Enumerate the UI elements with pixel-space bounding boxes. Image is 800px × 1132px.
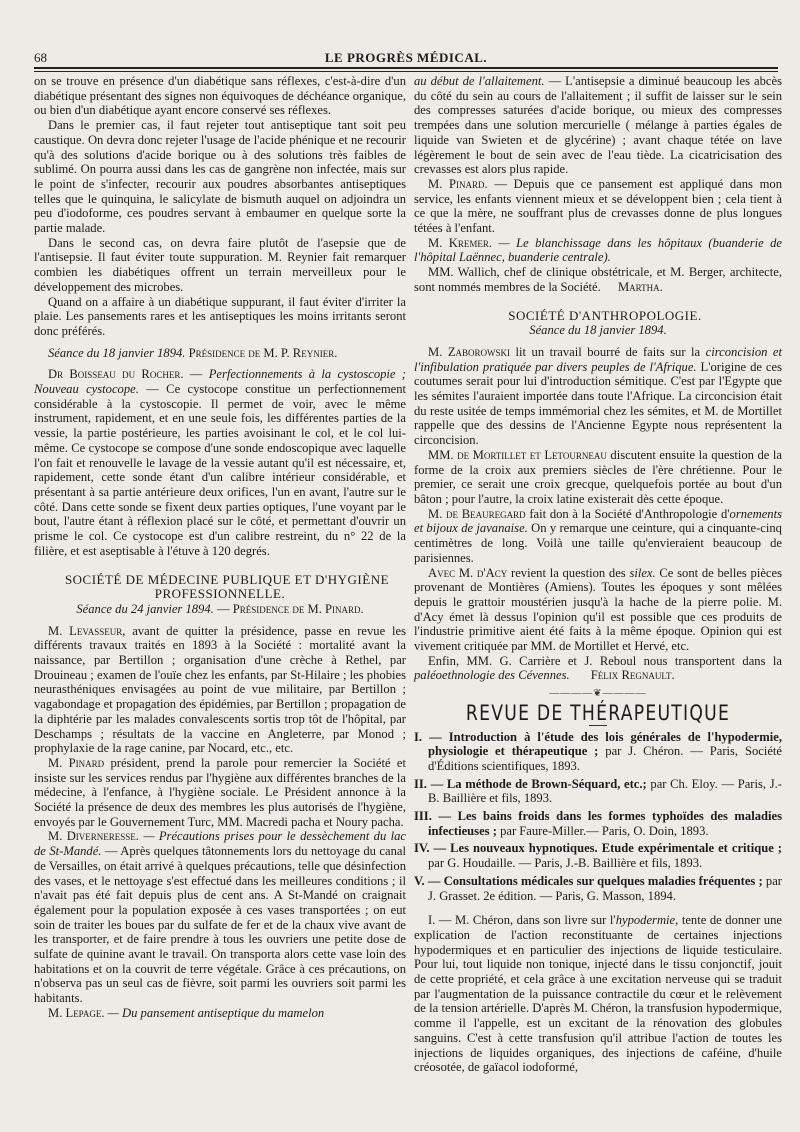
paragraph: [414, 265, 782, 294]
item-publication: par Ch. Eloy. — Paris, J.-B. Baillière et fils, 1893.: [428, 776, 782, 806]
right-column: [414, 74, 782, 1075]
paragraph: [414, 177, 782, 236]
paragraph: [414, 566, 782, 654]
paper-title: paléoethnologie des Cévennes.: [414, 668, 570, 683]
paragraph: [34, 756, 406, 830]
author-name: Avec M. d'Acy: [428, 565, 508, 580]
header-rule-thick: [34, 67, 778, 69]
paragraph-body: I. — M. Chéron, dans son livre sur l': [428, 913, 616, 928]
paragraph: [414, 236, 782, 265]
paper-title: circoncision et l'infibulation pratiquée par divers peuples de l'Afrique.: [414, 344, 782, 374]
item-title: — La méthode de Brown-Séquard, etc.;: [430, 776, 647, 791]
spacer: [34, 360, 406, 367]
signature: Félix Regnault.: [590, 668, 675, 683]
paragraph: Dans le premier cas, il faut rejeter tout antiseptique tant soit peu caustique. On devra donc rejeter l'usage de l'acide phénique et ne recourir qu'à des solutions d'acide borique ou à des solutions très faibles de sublimé. On pourra aussi dans les cas de gangrène non infectée, mais sur le point de s'infecter, recourir aux poudres absorbantes antiseptiques telles que le quinquina, le salicylate de bismuth auquel on adjoindra un peu d'iodoforme, ces poudres servant à embaumer en quelque sorte la partie malade.: [34, 118, 406, 236]
paper-title: — Le blanchissage dans les hôpitaux (buanderie de l'hôpital Laënnec, buanderie centrale).: [414, 235, 783, 265]
spacer: [414, 906, 782, 913]
item-publication: par J. Grasset. 2e édition. — Paris, G. Masson, 1894.: [428, 873, 782, 903]
author-name: M. Diverneresse.: [48, 829, 139, 844]
page-number: 68: [34, 50, 47, 65]
item-publication: par J. Chéron. — Paris, Société d'Éditions scientifiques, 1893.: [428, 744, 783, 773]
paper-title: silex.: [629, 565, 656, 580]
paragraph: [414, 507, 782, 566]
signature: Martha.: [617, 279, 663, 294]
item-number: IV.: [414, 841, 430, 856]
section-title: SOCIÉTÉ DE MÉDECINE PUBLIQUE ET D'HYGIÈNE PROFESSIONNELLE.: [64, 571, 390, 602]
spacer: [414, 295, 782, 309]
paragraph: on se trouve en présence d'un diabétique sans réflexes, c'est-à-dire d'un diabétique présentant des signes non équivoques de déchéance organique, ou bien d'un diabétique ayant encore conservé ses réflexes.: [34, 74, 406, 118]
seance-date: Séance du 18 janvier 1894.: [529, 323, 667, 338]
paragraph-body: — Ce cystocope constitue un perfectionnement considérable à la cystoscopie. Il permet de voir, avec le même instrument, rapidement, et en une seule fois, les différentes parties de la vessie, la partie postérieure, les parties avoisinant le col, et le col lui-même. Ce cystocope se compose d'une sonde endoscopique avec laquelle l'on fait et renouvelle le lavage de la vessie autant qu'il est nécessaire, et, rapidement, cette sonde étant d'un calibre intérieur considérable, et présentant à sa partie antérieure deux orifices, l'un en avant, l'autre sur le côté. Dans cette sonde se fixent deux parties optiques, l'une voyant par le bout, l'autre étant à réflexion placé sur le côté, et permettant d'ouvrir un prisme le col. Ce cystocope est d'un calibre restreint, du n° 22 de la filière, et est aseptisable à l'étuve à 120 degrés.: [34, 382, 407, 558]
seance-date: Séance du 24 janvier 1894.: [76, 601, 214, 616]
paragraph: [414, 654, 782, 683]
spacer: [34, 617, 406, 624]
paragraph-body: avant de quitter la présidence, passe en revue les différents travaux traités en 1893 à la Société : mortalité avant la naissance, par Bertillon ; organisation d'une crèche à Rethel, par Drouineau ; examen de l'ouïe chez les enfants, par St-Hilaire ; les phobies neurasthéniques envisagées au point de vue militaire, par Bertillon ; vagabondage et propagation des épidémies, par Bertillon ; propagation de la diphtérie par les malades convalescents sortis trop tôt de l'hôpital, par Deschamps ; résultats de la vaccine en Angleterre, par Monod ; prophylaxie de la rage canine, par Nocard, etc., etc.: [34, 623, 406, 756]
paragraph-body: tente de donner une explication de l'action reconstituante de certaines injections hypodermiques et en particulier des injections de liquide testiculaire. Pour lui, tout liquide non tonique, injecté dans le tissu conjonctif, jouit de cette propriété, et cela grâce à une excitation nerveuse qui se traduit par l'augmentation de la puissance contractile du cœur et le relèvement de la tension artérielle. D'après M. Chéron, la transfusion hypodermique, comme il l'appelle, est un excitant de la rénovation des globules sanguins. C'est à cette transfusion qu'il attribue l'action de toutes les injections de liquides organiques, des injections de caféine, d'huile créosotée, de gaïacol iodoformé,: [414, 913, 782, 1075]
author-name: M. Zaborowski: [428, 344, 511, 359]
paragraph-body: président, prend la parole pour remercier la Société et insiste sur les services rendus par l'hygiène aux différentes branches de la médecine, à l'enfance, à l'hygiène sociale. Le Président annonce à la Société la présence de deux des membres les plus autorisés de l'hygiène, envoyés par le Gouvernement Turc, MM. Macredi pacha et Noury pacha.: [34, 755, 406, 829]
journal-title: LE PROGRÈS MÉDICAL.: [324, 50, 488, 65]
section-title: SOCIÉTÉ D'ANTHROPOLOGIE.: [508, 307, 702, 323]
paragraph: [414, 345, 782, 448]
paper-title: — Précautions prises pour le dessèchement du lac de St-Mandé.: [34, 829, 407, 859]
author-name: M. de Beauregard: [428, 506, 526, 521]
paragraph: [34, 1006, 406, 1021]
ornament-divider: ————❦————: [549, 688, 647, 700]
paragraph-body: lit un travail bourré de faits sur la: [515, 344, 701, 359]
paragraph: [34, 624, 406, 756]
paragraph-body: — L'antisepsie a diminué beaucoup les abcès du côté du sein au cours de l'allaitement ; il suffit de laisser sur le sein des compresses saturées d'acide borique, ou mieux des compresses trempées dans une solution mercurielle ( mélange à parties égales de liquide van Swieten et de glycérine) ; avant chaque tétée on lave légèrement le bout de sein avec de l'eau tiède. La cicatricisation des crevasses est alors plus rapide.: [414, 74, 782, 177]
spacer: [414, 338, 782, 345]
paragraph: Quand on a affaire à un diabétique suppurant, il faut éviter d'irriter la plaie. Les pansements rares et les antiseptiques les moins irritants seront donc préférés.: [34, 294, 406, 338]
author-name: M. Kremer.: [428, 235, 493, 250]
spacer: [34, 559, 406, 573]
paragraph-body: L'origine de ces coutumes serait pour lui d'introduction sémitique. C'est par l'Egypte que les sémites l'auraient importée dans toute l'Afrique. La circoncision était du reste usitée de temps immémorial chez les sémites, et M. de Mortillet rappelle que des dessins de l'Ancienne Egypte nous représentent la circoncision.: [414, 359, 782, 448]
bibliography-item: [414, 874, 782, 903]
item-number: III.: [414, 809, 432, 824]
item-title: — Consultations médicales sur quelques maladies fréquentes ;: [427, 873, 763, 888]
paragraph: [34, 829, 406, 1005]
author-name: Dr Boisseau du Rocher.: [48, 367, 184, 382]
author-name: M. Levasseur,: [48, 623, 126, 638]
bibliography-item: [414, 841, 782, 870]
paragraph: Dans le second cas, on devra faire plutôt de l'asepsie que de l'antisepsie. Il faut éviter toute suppuration. M. Reynier fait remarquer combien les diabétiques offrent un terrain merveilleux pour le développement des microbes.: [34, 235, 406, 294]
paragraph: [414, 913, 782, 1075]
paragraph-body: — Après quelques tâtonnements lors du nettoyage du canal de Versailles, on était arrivé à quelques précautions, telle que désinfection des vases, et le nettoyage s'est effectué dans les meilleures conditions ; il n'avait pas été fait depuis plus de cent ans. A St-Mandé on craignait également pour la population exposée à ces vases transportées ; on eut soin de traiter les boues par du sulfate de fer et de la chaux vive avant de les transporter, et de faire prendre à tous les ouvriers une petite dose de sulfate de quinine avant le travail. On transporta alors cette vase loin des habitations et on la couvrit de terre végétale. Grâce à ces précautions, on n'observa pas un seul cas de fièvre, soit parmi les ouvriers soit parmi les habitants.: [34, 844, 406, 1006]
paper-title: au début de l'allaitement.: [414, 74, 545, 88]
left-column: [34, 74, 406, 1021]
item-publication: par G. Houdaille. — Paris, J.-B. Baillière et fils, 1893.: [428, 856, 703, 871]
item-number: V.: [414, 873, 425, 888]
item-publication: par Faure-Miller.— Paris, O. Doin, 1893.: [500, 823, 709, 838]
seance-date: Séance du 18 janvier 1894.: [48, 345, 186, 360]
seance-presidence: — Présidence de M. Pinard.: [216, 601, 364, 616]
seance-line: [34, 602, 406, 617]
paragraph-body: Enfin, MM. G. Carrière et J. Reboul nous transportent dans la: [428, 653, 782, 668]
paragraph-body: — Depuis que ce pansement est appliqué dans mon service, les enfants viennent mieux et se développent bien ; cela tient à ce que la mère, ne souffrant plus de crevasses donne de plus longues tétées à l'enfant.: [414, 176, 782, 236]
revue-title: REVUE DE THÉRAPEUTIQUE: [465, 700, 731, 725]
author-name: M. Pinard.: [428, 176, 488, 191]
paper-title: ornements et bijoux de javanaise.: [414, 506, 782, 536]
paper-title: — Du pansement antiseptique du mamelon: [107, 1005, 325, 1020]
seance-line: [34, 346, 406, 361]
paragraph-body: fait don à la Société d'Anthropologie d': [529, 506, 730, 521]
item-number: I.: [414, 729, 423, 744]
paper-title: Perfectionnements à la cystoscopie ; Nouveau cystocope.: [34, 367, 406, 397]
paragraph-body: discutent ensuite la question de la forme de la croix aux premiers siècles de l'ère chrétienne. Pour le premier, ce serait une croix grecque, quelquefois portée au bout d'un bâton ; pour l'autre, la croix latine existerait dès cette époque.: [414, 447, 782, 506]
item-title: — Introduction à l'étude des lois générales de l'hypodermie, physiologie et thérapeutique ;: [428, 729, 782, 759]
paragraph-body: revient la question des: [511, 565, 626, 580]
item-title: — Les nouveaux hypnotiques. Etude expérimentale et critique ;: [433, 841, 783, 856]
bibliography-item: [414, 777, 782, 806]
bibliography-item: [414, 730, 782, 774]
paragraph-body: Ce sont de belles pièces provenant de Montières (Amiens). Toutes les époques y sont mêlées depuis le grattoir moustérien jusqu'à la hache de la pierre polie. M. d'Acy émet là dessus l'opinion qu'il est possible que ces produits de l'industrie primitive aient été faits à la même époque. Opinion qui est vivement critiquée par MM. de Mortillet et Hervé, etc.: [414, 565, 783, 654]
bibliography-list: [414, 730, 782, 904]
author-name: MM. de Mortillet et Letourneau: [428, 447, 607, 462]
paragraph: Dr Boisseau du Rocher. — Perfectionnements à la cystoscopie ; Nouveau cystocope. — Ce cystocope constitue un perfectionnement considérable à la cystoscopie. Il permet de voir, avec le même instrument, rapidement, et en une seule fois, les différentes parties de la vessie, la partie postérieure, les parties avoisinant le col, et le col lui-même. Ce cystocope se compose d'une sonde endoscopique avec laquelle l'on fait et renouvelle le lavage de la vessie autant qu'il est nécessaire, et, rapidement, cette sonde étant d'un calibre intérieur considérable, et présentant à sa partie antérieure deux orifices, l'un en avant, l'autre sur le côté. Dans cette sonde se fixent deux parties optiques, l'une voyant par le bout, l'autre étant à réflexion placé sur le côté, et permettant d'ouvrir un prisme le col. Ce cystocope est d'un calibre restreint, du n° 22 de la filière, et est aseptisable à l'étuve à 120 degrés.: [34, 367, 407, 558]
header-rule-thin: [34, 71, 778, 72]
item-number: II.: [414, 776, 427, 791]
author-name: M. Lepage.: [48, 1005, 105, 1020]
spacer: [34, 339, 406, 346]
author-name: M. Pinard: [48, 755, 105, 770]
item-title: — Les bains froids dans les formes typhoïdes des maladies infectieuses ;: [428, 809, 782, 838]
bibliography-item: [414, 809, 782, 838]
paragraph-body: On y remarque une ceinture, qui a cinquante-cinq centimètres de long. Voilà une taille qu'envieraient beaucoup de parisiennes.: [414, 521, 782, 565]
paragraph: [414, 448, 782, 507]
paper-title: hypodermie,: [615, 913, 679, 928]
paragraph-body: MM. Wallich, chef de clinique obstétricale, et M. Berger, architecte, sont nommés membres de la Société.: [414, 265, 782, 294]
paragraph: [414, 74, 782, 177]
seance-presidence: Présidence de M. P. Reynier.: [188, 345, 338, 360]
